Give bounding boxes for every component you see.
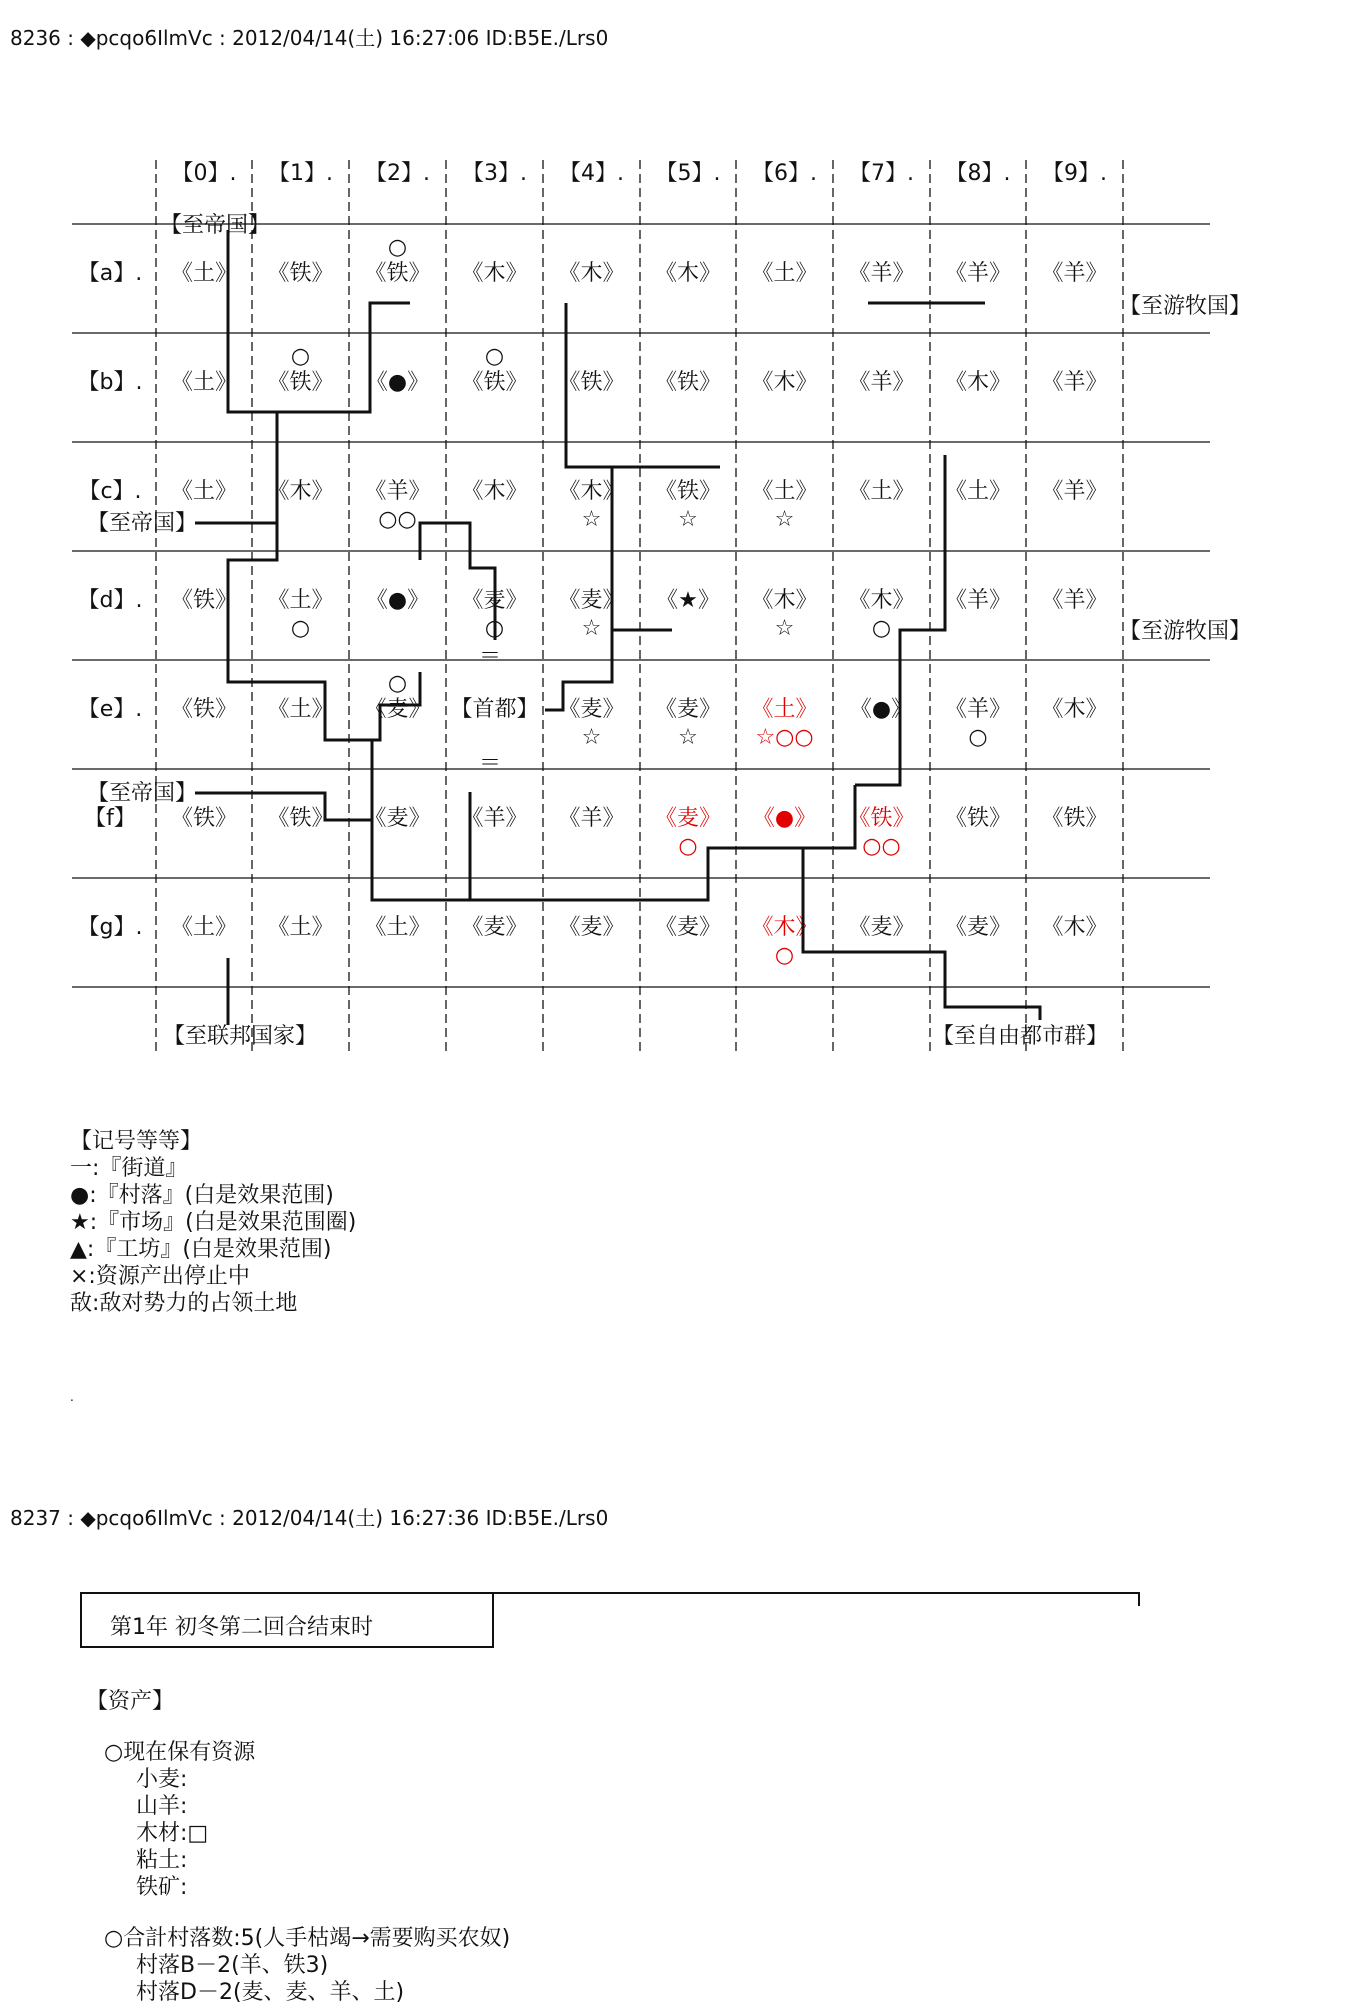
cell-bottom-mark-3-6: ☆ [774,616,795,641]
row-label-4: 【e】. [77,697,143,722]
cell-bottom-mark-4-4: ☆ [581,725,602,750]
legend-item-village: ●:『村落』(白是效果范围) [70,1183,334,1208]
cell-3-6: 《木》 [751,588,818,613]
status-title-box [80,1592,1140,1652]
cell-1-2: 《●》 [365,370,430,395]
villages-heading: ○合計村落数:5(人手枯竭→需要购买农奴) [104,1926,511,1951]
cell-5-0: 《铁》 [170,806,238,831]
cell-5-5: 《麦》 [654,806,722,831]
legend-item-market: ★:『市场』(白是效果范围圈) [70,1210,357,1235]
cell-bottom-mark-2-2: ○○ [378,507,417,532]
row-label-1: 【b】. [77,370,143,395]
resource-iron: 铁矿: [136,1875,188,1900]
cell-4-8: 《羊》 [944,697,1012,722]
cell-0-3: 《木》 [461,261,528,286]
cell-3-7: 《木》 [848,588,915,613]
legend-item-workshop: ▲:『工坊』(白是效果范围) [70,1237,332,1262]
cell-2-7: 《土》 [848,479,915,504]
cell-2-0: 《土》 [170,479,238,504]
cell-4-6: 《土》 [751,697,818,722]
cell-6-2: 《土》 [364,915,431,940]
col-label-6: 【6】. [752,161,817,186]
cell-3-1: 《土》 [267,588,334,613]
col-label-2: 【2】. [365,161,430,186]
edge-label-to-free-cities: 【至自由都市群】 [931,1024,1109,1049]
cell-4-4: 《麦》 [558,697,625,722]
cell-5-6: 《●》 [752,806,817,831]
cell-top-mark-4-2: ○ [387,671,408,696]
cell-bottom-mark-5-5: ○ [678,834,698,859]
cell-bottom-mark-4-5: ☆ [678,725,698,750]
cell-top-mark-0-2: ○ [387,235,408,260]
cell-4-7: 《●》 [849,697,914,722]
post-header-8237: 8237 : ◆pcqo6IlmVc : 2012/04/14(土) 16:27:36 ID:B5E./Lrs0 [10,1506,609,1530]
cell-1-6: 《木》 [751,370,818,395]
cell-5-3: 《羊》 [461,806,528,831]
cell-3-5: 《★》 [656,588,720,613]
cell-6-6: 《木》 [751,915,818,940]
cell-bottom-mark-3-4: ☆ [581,616,602,641]
cell-0-1: 《铁》 [267,261,334,286]
col-label-8: 【8】. [945,161,1011,186]
village-d2: 村落D－2(麦、麦、羊、土) [136,1980,405,2005]
cell-6-1: 《土》 [267,915,334,940]
resource-clay: 粘土: [136,1848,188,1873]
cell-4-3: 【首都】 [450,697,539,722]
cell-6-8: 《麦》 [944,915,1012,940]
edge-label-to-nomad-a: 【至游牧国】 [1118,294,1252,319]
edge-label-to-empire-top: 【至帝国】 [159,213,271,238]
cell-2-4: 《木》 [558,479,625,504]
cell-2-1: 《木》 [267,479,334,504]
cell-4-9: 《木》 [1041,697,1108,722]
cell-top-mark-1-1: ○ [290,344,311,369]
cell-0-8: 《羊》 [944,261,1012,286]
cell-5-1: 《铁》 [267,806,334,831]
cell-bottom-mark-5-7: ○○ [862,834,901,859]
cell-0-9: 《羊》 [1041,261,1108,286]
cell-1-7: 《羊》 [848,370,915,395]
row-label-5: 【f】 [84,806,136,831]
col-label-0: 【0】. [171,161,237,186]
capital-gate-bottom: ＝ [478,751,502,776]
cell-6-0: 《土》 [170,915,238,940]
col-label-4: 【4】. [559,161,624,186]
row-label-6: 【g】. [77,915,143,940]
status-title: 第1年 初冬第二回合结束时 [110,1615,373,1640]
cell-6-3: 《麦》 [461,915,528,940]
edge-label-to-empire-c: 【至帝国】 [86,511,198,536]
cell-bottom-mark-6-6: ○ [774,943,795,968]
cell-1-8: 《木》 [944,370,1012,395]
edge-label-to-nomad-d: 【至游牧国】 [1118,619,1252,644]
cell-3-2: 《●》 [365,588,430,613]
cell-2-2: 《羊》 [364,479,431,504]
cell-5-8: 《铁》 [944,806,1012,831]
cell-1-9: 《羊》 [1041,370,1108,395]
cell-2-9: 《羊》 [1041,479,1108,504]
cell-2-6: 《土》 [751,479,818,504]
cell-0-2: 《铁》 [364,261,431,286]
cell-bottom-mark-3-7: ○ [871,616,892,641]
cell-4-0: 《铁》 [170,697,238,722]
cell-bottom-mark-3-3: ○ [484,616,505,641]
row-label-2: 【c】. [78,479,142,504]
road-8 [855,455,945,785]
legend-item-road: 一:『街道』 [70,1156,188,1181]
cell-0-7: 《羊》 [848,261,915,286]
village-b2: 村落B－2(羊、铁3) [136,1953,329,1978]
cell-3-0: 《铁》 [170,588,238,613]
road-3 [420,523,495,640]
cell-0-0: 《土》 [170,261,238,286]
resources-heading: ○现在保有资源 [104,1740,256,1765]
cell-5-4: 《羊》 [558,806,625,831]
cell-2-8: 《土》 [944,479,1012,504]
cell-4-2: 《麦》 [364,697,431,722]
cell-0-5: 《木》 [654,261,722,286]
edge-label-to-federation: 【至联邦国家】 [162,1024,318,1049]
cell-3-4: 《麦》 [558,588,625,613]
edge-label-to-empire-f: 【至帝国】 [86,781,198,806]
cell-4-1: 《土》 [267,697,334,722]
cell-bottom-mark-4-6: ☆○○ [755,725,814,750]
cell-6-4: 《麦》 [558,915,625,940]
cell-1-3: 《铁》 [461,370,528,395]
cell-1-1: 《铁》 [267,370,334,395]
cell-6-7: 《麦》 [848,915,915,940]
col-label-5: 【5】. [655,161,721,186]
legend-item-stopped: ×:资源产出停止中 [70,1264,250,1289]
row-label-0: 【a】. [77,261,143,286]
cell-0-4: 《木》 [558,261,625,286]
cell-6-9: 《木》 [1041,915,1108,940]
post-header-8236: 8236 : ◆pcqo6IlmVc : 2012/04/14(土) 16:27:06 ID:B5E./Lrs0 [10,26,609,50]
cell-5-9: 《铁》 [1041,806,1108,831]
cell-2-5: 《铁》 [654,479,722,504]
resource-wheat: 小麦: [136,1767,188,1792]
col-label-9: 【9】. [1042,161,1107,186]
row-label-3: 【d】. [77,588,143,613]
cell-1-5: 《铁》 [654,370,722,395]
trailing-dot: . [70,1390,74,1404]
cell-6-5: 《麦》 [654,915,722,940]
col-label-7: 【7】. [849,161,914,186]
cell-0-6: 《土》 [751,261,818,286]
cell-5-7: 《铁》 [848,806,915,831]
status-body [86,1688,510,2006]
cell-1-0: 《土》 [170,370,238,395]
resource-goat: 山羊: [136,1794,188,1819]
cell-3-8: 《羊》 [944,588,1012,613]
resource-wood: 木材:□ [136,1821,209,1846]
cell-4-5: 《麦》 [654,697,722,722]
capital-gate-top: ＝ [478,644,502,669]
cell-3-3: 《麦》 [461,588,528,613]
cell-5-2: 《麦》 [364,806,431,831]
legend-item-enemy: 敌:敌对势力的占领土地 [70,1291,298,1316]
col-label-1: 【1】. [268,161,333,186]
cell-top-mark-1-3: ○ [484,344,505,369]
assets-heading: 【资产】 [86,1689,175,1714]
cell-bottom-mark-3-1: ○ [290,616,311,641]
legend-title: 【记号等等】 [70,1129,203,1154]
cell-bottom-mark-2-5: ☆ [678,507,698,532]
cell-3-9: 《羊》 [1041,588,1108,613]
cell-2-3: 《木》 [461,479,528,504]
cell-bottom-mark-2-4: ☆ [581,507,602,532]
col-label-3: 【3】. [462,161,527,186]
cell-bottom-mark-2-6: ☆ [774,507,795,532]
legend [70,1128,356,1317]
cell-bottom-mark-4-8: ○ [968,725,988,750]
cell-1-4: 《铁》 [558,370,625,395]
